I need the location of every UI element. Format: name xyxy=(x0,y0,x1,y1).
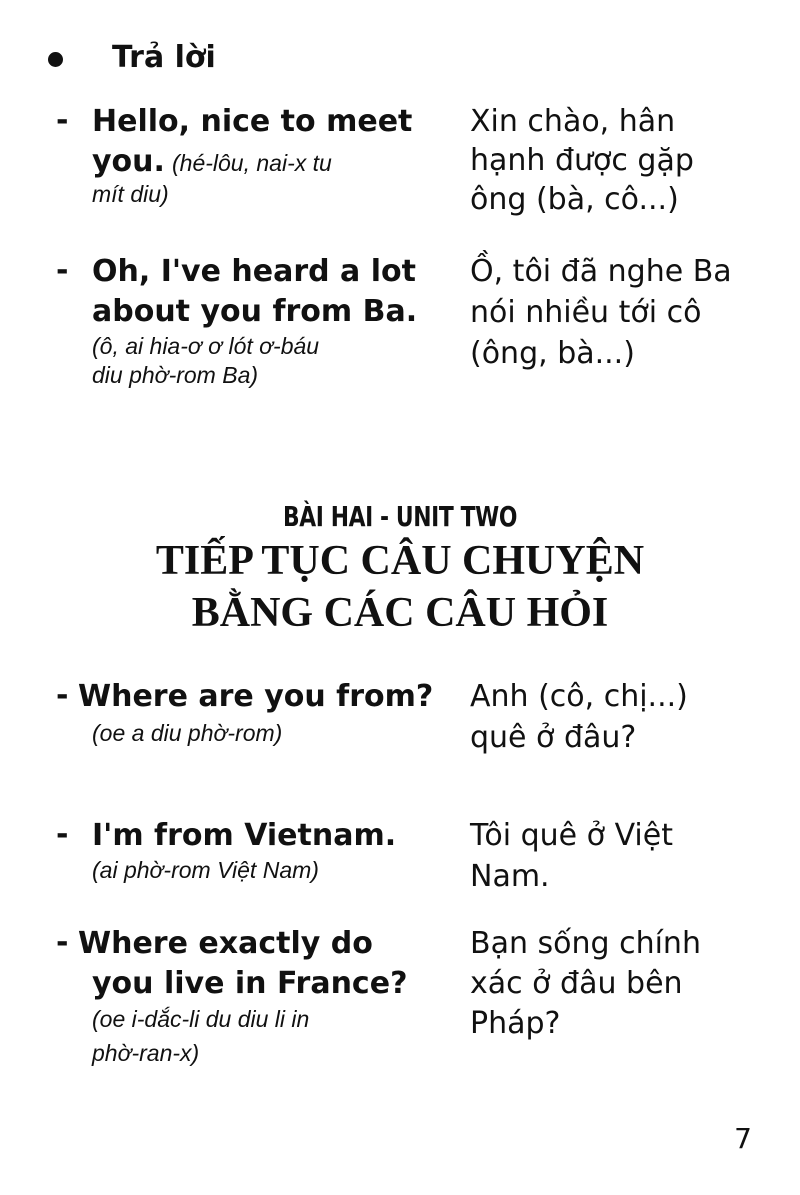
entry-dash: - xyxy=(56,103,69,138)
vietnamese-translation: Anh (cô, chị...) xyxy=(470,679,688,714)
vietnamese-translation: ông (bà, cô...) xyxy=(470,182,679,217)
vietnamese-translation: xác ở đâu bên xyxy=(470,966,683,1001)
english-phrase: you live in France? xyxy=(92,966,408,1001)
vietnamese-translation: Pháp? xyxy=(470,1006,561,1041)
english-phrase: I'm from Vietnam. xyxy=(92,818,397,853)
pronunciation: (oe a diu phờ-rom) xyxy=(92,720,283,746)
vietnamese-translation: Bạn sống chính xyxy=(470,926,701,961)
entry-dash: - xyxy=(56,678,69,713)
english-phrase: Hello, nice to meet xyxy=(92,104,413,139)
entry-dash: - xyxy=(56,817,69,852)
english-phrase: Where exactly do xyxy=(78,926,373,961)
unit-label: BÀI HAI - UNIT TWO xyxy=(282,500,518,533)
english-phrase: about you from Ba. xyxy=(92,294,418,329)
pronunciation: mít diu) xyxy=(92,181,169,207)
pronunciation: diu phờ-rom Ba) xyxy=(92,362,259,388)
vietnamese-translation: Nam. xyxy=(470,859,550,894)
vietnamese-translation: hạnh được gặp xyxy=(470,143,694,178)
pronunciation: (hé-lôu, nai-x tu xyxy=(172,150,332,176)
page-number: 7 xyxy=(734,1122,752,1155)
vietnamese-translation: (ông, bà...) xyxy=(470,336,635,371)
vietnamese-translation: Tôi quê ở Việt xyxy=(470,818,673,853)
vietnamese-translation: Xin chào, hân xyxy=(470,104,676,139)
english-phrase: Oh, I've heard a lot xyxy=(92,254,416,289)
pronunciation: (ai phờ-rom Việt Nam) xyxy=(92,857,319,883)
bullet-icon xyxy=(48,52,63,67)
unit-title: TIẾP TỤC CÂU CHUYỆN xyxy=(155,538,645,584)
unit-title: BẰNG CÁC CÂU HỎI xyxy=(191,590,609,636)
vietnamese-translation: nói nhiều tới cô xyxy=(470,295,702,330)
english-phrase: Where are you from? xyxy=(78,679,434,714)
pronunciation: phờ-ran-x) xyxy=(92,1040,200,1066)
vietnamese-translation: quê ở đâu? xyxy=(470,720,637,755)
vietnamese-translation: Ồ, tôi đã nghe Ba xyxy=(470,254,732,289)
entry-dash: - xyxy=(56,925,69,960)
section-heading: Trả lời xyxy=(112,40,216,75)
english-phrase: you. xyxy=(92,144,165,179)
pronunciation: (ô, ai hia-ơ ơ lót ơ-báu xyxy=(92,333,320,359)
pronunciation: (oe i-dắc-li du diu li in xyxy=(92,1006,310,1032)
entry-dash: - xyxy=(56,253,69,288)
